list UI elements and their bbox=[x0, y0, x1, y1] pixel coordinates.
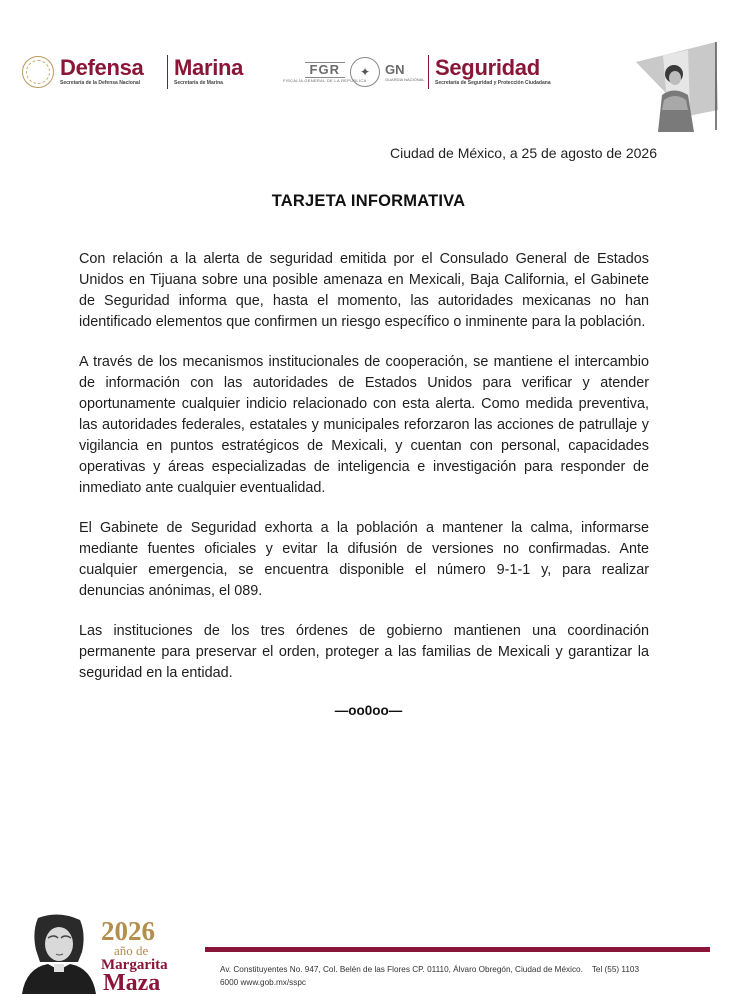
portrait-icon bbox=[18, 912, 100, 994]
gn-name: GN bbox=[385, 61, 405, 77]
gn-sub: GUARDIA NACIONAL bbox=[385, 76, 425, 82]
document-body bbox=[79, 249, 649, 703]
anniversary-ano-de: año de bbox=[114, 943, 149, 958]
gn-seal-icon: ✦ bbox=[350, 57, 380, 87]
gn-logo bbox=[350, 52, 425, 92]
anniversary-logo bbox=[101, 918, 171, 995]
seguridad-name: Seguridad bbox=[435, 55, 540, 80]
address-line-1: Av. Constituyentes No. 947, Col. Belén de las Flores CP. 01110, Álvaro Obregón, Ciudad de México. Tel (55) 1103 bbox=[220, 965, 640, 974]
paragraph-1: Con relación a la alerta de seguridad emitida por el Consulado General de Estados Unidos en Tijuana sobre una posible amenaza en Mexicali, Baja California, el Gabinete de Seguridad informa que, hasta el momento, las autoridades mexicanas no han identificado elementos que confirmen un riesgo específico o inminente para la población. bbox=[79, 251, 649, 330]
letterhead bbox=[0, 0, 737, 140]
fgr-sub: FISCALÍA GENERAL DE LA REPÚBLICA bbox=[283, 77, 367, 83]
address-line-2: 6000 www.gob.mx/sspc bbox=[220, 978, 307, 987]
marina-sub: Secretaría de Marina bbox=[174, 80, 223, 86]
paragraph-4: Las instituciones de los tres órdenes de gobierno mantienen una coordinación permanente para preservar el orden, proteger a las familias de Mexicali y garantizar la seguridad en la entidad. bbox=[79, 623, 649, 681]
flag-woman-illustration-icon bbox=[628, 40, 720, 132]
defensa-sub: Secretaría de la Defensa Nacional bbox=[60, 80, 141, 86]
footer-address bbox=[220, 963, 680, 989]
closing-mark: —oo0oo— bbox=[334, 703, 403, 718]
seguridad-logo bbox=[428, 52, 551, 92]
marina-logo bbox=[167, 52, 243, 92]
paragraph-3: El Gabinete de Seguridad exhorta a la población a mantener la calma, informarse mediante fuentes oficiales y evitar la difusión de versiones no confirmadas. Ante cualquier emergencia, se encuentra disponible el número 9-1-1 y, para realizar denuncias anónimas, el 089. bbox=[79, 520, 649, 599]
document-date: Ciudad de México, a 25 de agosto de 2026 bbox=[390, 145, 657, 161]
document-title: TARJETA INFORMATIVA bbox=[271, 192, 466, 210]
defensa-name: Defensa bbox=[60, 55, 144, 80]
anniversary-first-name: Margarita bbox=[101, 957, 168, 973]
marina-name: Marina bbox=[174, 55, 244, 80]
anniversary-year: 2026 bbox=[101, 916, 155, 946]
eagle-seal-icon bbox=[22, 56, 54, 88]
anniversary-last-name: Maza bbox=[103, 970, 161, 996]
paragraph-2: A través de los mecanismos institucionales de cooperación, se mantiene el intercambio de información con las autoridades de Estados Unidos para verificar y atender oportunamente cualquier indicio relacionado con esta alerta. Como medida preventiva, las autoridades federales, estatales y municipales reforzaron las acciones de patrullaje y vigilancia en puntos estratégicos de Mexicali, y cuentan con personal, capacidades operativas y áreas especializadas de inteligencia e investigación para responder de inmediato ante cualquier eventualidad. bbox=[79, 354, 649, 496]
seguridad-sub: Secretaría de Seguridad y Protección Ciudadana bbox=[435, 80, 551, 86]
defensa-logo bbox=[22, 52, 144, 92]
footer-divider bbox=[205, 947, 710, 952]
fgr-name: FGR bbox=[309, 61, 340, 77]
